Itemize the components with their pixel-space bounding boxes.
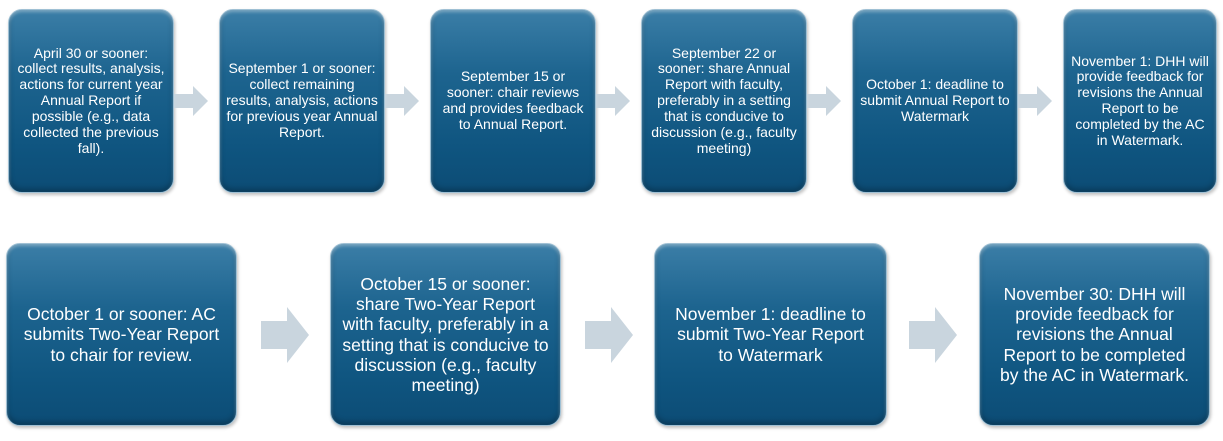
step-box-twoyear-oct1 bbox=[6, 243, 237, 426]
step-text: October 15 or sooner: share Two-Year Report with faculty, preferably in a setting that is conducive to discussion (e.g., faculty meeting) bbox=[342, 273, 549, 396]
right-arrow-icon bbox=[174, 86, 208, 116]
step-text: September 22 or sooner: share Annual Report with faculty, preferably in a setting that is conducive to discussion (e.g., faculty meeting) bbox=[651, 44, 797, 156]
right-arrow-icon bbox=[385, 86, 419, 116]
step-box-annual-nov1 bbox=[1063, 9, 1217, 193]
step-text: September 1 or sooner: collect remaining results, analysis, actions for previous year Annual Report. bbox=[226, 60, 378, 140]
right-arrow-icon bbox=[807, 86, 841, 116]
step-text: November 1: deadline to submit Two-Year Report to Watermark bbox=[675, 304, 866, 365]
step-box-annual-sept1 bbox=[219, 9, 385, 193]
step-box-annual-oct1 bbox=[852, 9, 1018, 193]
right-arrow-icon bbox=[261, 307, 309, 363]
step-box-twoyear-nov30 bbox=[979, 243, 1210, 426]
step-box-annual-sept22 bbox=[641, 9, 807, 193]
right-arrow-icon bbox=[596, 86, 630, 116]
step-text: October 1 or sooner: AC submits Two-Year Report to chair for review. bbox=[23, 304, 220, 365]
step-box-annual-april bbox=[8, 9, 174, 193]
step-text: April 30 or sooner: collect results, analysis, actions for current year Annual Report if possible (e.g., data collected the previous fall). bbox=[17, 44, 165, 156]
step-text: November 1: DHH will provide feedback for revisions the Annual Report to be completed by the AC in Watermark. bbox=[1071, 52, 1209, 148]
step-text: September 15 or sooner: chair reviews and provides feedback to Annual Report. bbox=[442, 68, 584, 132]
step-box-twoyear-nov1 bbox=[654, 243, 887, 426]
step-text: October 1: deadline to submit Annual Report to Watermark bbox=[860, 76, 1010, 124]
right-arrow-icon bbox=[1018, 86, 1052, 116]
right-arrow-icon bbox=[909, 307, 957, 363]
step-text: November 30: DHH will provide feedback for revisions the Annual Report to be completed by the AC in Watermark. bbox=[1000, 283, 1189, 385]
step-box-twoyear-oct15 bbox=[330, 243, 561, 426]
step-box-annual-sept15 bbox=[430, 9, 596, 193]
right-arrow-icon bbox=[585, 307, 633, 363]
